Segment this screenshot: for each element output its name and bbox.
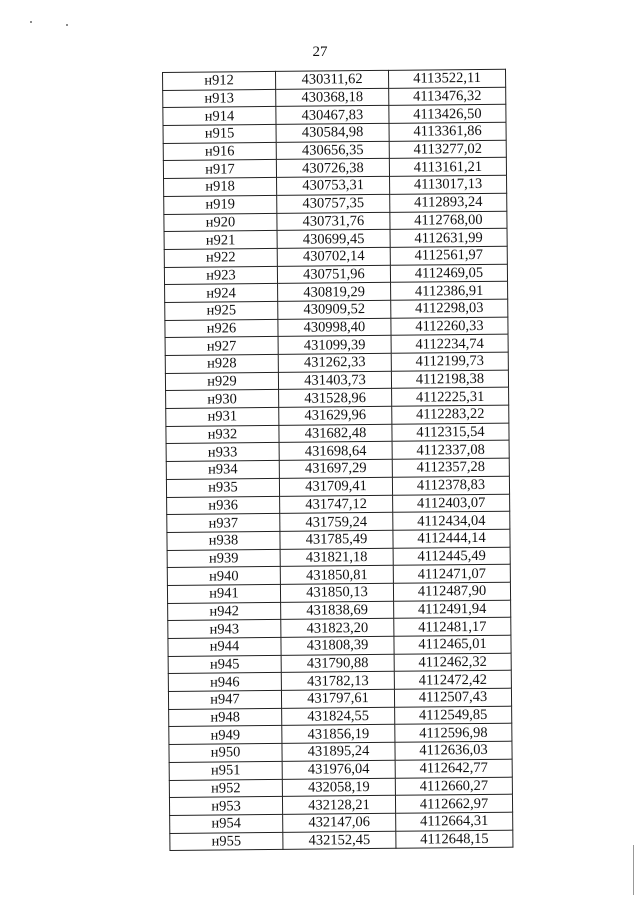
x-coordinate-cell: 432058,19 [282,778,395,797]
point-id-cell: н940 [167,567,280,586]
x-coordinate-cell: 431629,96 [279,406,392,425]
x-coordinate-cell: 431808,39 [281,636,394,655]
point-id-cell: н954 [170,814,283,833]
y-coordinate-cell: 4112507,43 [394,688,511,707]
y-coordinate-cell: 4112631,99 [390,228,507,247]
x-coordinate-cell: 431747,12 [280,495,393,514]
x-coordinate-cell: 430368,18 [276,88,389,107]
x-coordinate-cell: 431785,49 [280,530,393,549]
x-coordinate-cell: 432147,06 [283,813,396,832]
point-id-cell: н939 [167,549,280,568]
y-coordinate-cell: 4112481,17 [394,617,511,636]
y-coordinate-cell: 4112315,54 [392,423,509,442]
y-coordinate-cell: 4112199,73 [391,352,508,371]
y-coordinate-cell: 4112469,05 [390,264,507,283]
x-coordinate-cell: 431797,61 [281,689,394,708]
point-id-cell: н934 [166,461,279,480]
point-id-cell: н933 [166,443,279,462]
point-id-cell: н917 [163,160,276,179]
x-coordinate-cell: 430998,40 [278,318,391,337]
x-coordinate-cell: 431838,69 [281,601,394,620]
y-coordinate-cell: 4112664,31 [396,812,513,831]
x-coordinate-cell: 431823,20 [281,619,394,638]
x-coordinate-cell: 430909,52 [278,300,391,319]
y-coordinate-cell: 4112298,03 [391,299,508,318]
point-id-cell: н916 [163,142,276,161]
x-coordinate-cell: 431976,04 [282,760,395,779]
coordinates-table [162,69,513,852]
point-id-cell: н943 [168,620,281,639]
point-id-cell: н947 [168,690,281,709]
y-coordinate-cell: 4112471,07 [393,564,510,583]
x-coordinate-cell: 431697,29 [279,459,392,478]
y-coordinate-cell: 4112893,24 [390,193,507,212]
point-id-cell: н950 [169,744,282,763]
x-coordinate-cell: 432152,45 [283,831,396,850]
x-coordinate-cell: 430731,76 [277,212,390,231]
x-coordinate-cell: 431698,64 [279,442,392,461]
y-coordinate-cell: 4112660,27 [395,777,512,796]
point-id-cell: н920 [164,213,277,232]
x-coordinate-cell: 430584,98 [276,123,389,142]
y-coordinate-cell: 4112662,97 [395,794,512,813]
point-id-cell: н938 [167,531,280,550]
x-coordinate-cell: 431528,96 [279,389,392,408]
x-coordinate-cell: 431782,13 [281,672,394,691]
y-coordinate-cell: 4112403,07 [393,494,510,513]
x-coordinate-cell: 430751,96 [277,265,390,284]
y-coordinate-cell: 4112768,00 [390,211,507,230]
y-coordinate-cell: 4112260,33 [391,317,508,336]
x-coordinate-cell: 431824,55 [282,707,395,726]
y-coordinate-cell: 4113277,02 [389,140,506,159]
point-id-cell: н936 [167,496,280,515]
scan-edge-mark [633,845,634,895]
y-coordinate-cell: 4112444,14 [393,529,510,548]
point-id-cell: н946 [168,673,281,692]
x-coordinate-cell: 431856,19 [282,725,395,744]
point-id-cell: н948 [169,708,282,727]
point-id-cell: н935 [166,478,279,497]
point-id-cell: н921 [164,231,277,250]
y-coordinate-cell: 4113476,32 [389,87,506,106]
table-row [170,830,513,851]
y-coordinate-cell: 4113522,11 [388,69,505,88]
x-coordinate-cell: 431850,13 [280,583,393,602]
y-coordinate-cell: 4112378,83 [392,476,509,495]
x-coordinate-cell: 430726,38 [276,159,389,178]
y-coordinate-cell: 4112434,04 [393,511,510,530]
point-id-cell: н930 [166,390,279,409]
y-coordinate-cell: 4113426,50 [389,105,506,124]
point-id-cell: н955 [170,832,283,851]
x-coordinate-cell: 430311,62 [275,70,388,89]
x-coordinate-cell: 431759,24 [280,512,393,531]
y-coordinate-cell: 4112283,22 [392,405,509,424]
point-id-cell: н931 [166,407,279,426]
x-coordinate-cell: 430753,31 [277,176,390,195]
point-id-cell: н927 [165,337,278,356]
x-coordinate-cell: 431895,24 [282,742,395,761]
page-number: 27 [312,44,328,60]
y-coordinate-cell: 4112636,03 [395,741,512,760]
point-id-cell: н926 [165,319,278,338]
point-id-cell: н922 [164,248,277,267]
x-coordinate-cell: 431262,33 [278,353,391,372]
x-coordinate-cell: 430757,35 [277,194,390,213]
y-coordinate-cell: 4112386,91 [391,281,508,300]
point-id-cell: н949 [169,726,282,745]
y-coordinate-cell: 4113361,86 [389,122,506,141]
y-coordinate-cell: 4113017,13 [390,175,507,194]
point-id-cell: н937 [167,514,280,533]
scan-speck [30,21,32,23]
point-id-cell: н944 [168,637,281,656]
x-coordinate-cell: 432128,21 [282,795,395,814]
y-coordinate-cell: 4112491,94 [394,600,511,619]
y-coordinate-cell: 4112234,74 [391,335,508,354]
point-id-cell: н925 [165,301,278,320]
x-coordinate-cell: 431821,18 [280,548,393,567]
y-coordinate-cell: 4112198,38 [391,370,508,389]
point-id-cell: н923 [164,266,277,285]
y-coordinate-cell: 4112225,31 [392,388,509,407]
y-coordinate-cell: 4112357,28 [392,458,509,477]
y-coordinate-cell: 4112648,15 [396,830,513,849]
x-coordinate-cell: 431403,73 [278,371,391,390]
point-id-cell: н918 [164,178,277,197]
y-coordinate-cell: 4112596,98 [395,724,512,743]
point-id-cell: н914 [163,107,276,126]
y-coordinate-cell: 4112549,85 [395,706,512,725]
point-id-cell: н932 [166,425,279,444]
y-coordinate-cell: 4112465,01 [394,635,511,654]
x-coordinate-cell: 430656,35 [276,141,389,160]
y-coordinate-cell: 4113161,21 [389,158,506,177]
scan-speck [66,24,68,26]
y-coordinate-cell: 4112472,42 [394,671,511,690]
x-coordinate-cell: 430467,83 [276,106,389,125]
y-coordinate-cell: 4112642,77 [395,759,512,778]
x-coordinate-cell: 431682,48 [279,424,392,443]
point-id-cell: н929 [165,372,278,391]
coordinates-table-body [163,69,513,851]
x-coordinate-cell: 430819,29 [278,283,391,302]
x-coordinate-cell: 431099,39 [278,336,391,355]
x-coordinate-cell: 430699,45 [277,230,390,249]
point-id-cell: н928 [165,354,278,373]
point-id-cell: н919 [164,195,277,214]
y-coordinate-cell: 4112462,32 [394,653,511,672]
point-id-cell: н941 [167,584,280,603]
x-coordinate-cell: 430702,14 [277,247,390,266]
point-id-cell: н953 [169,797,282,816]
point-id-cell: н915 [163,124,276,143]
y-coordinate-cell: 4112561,97 [390,246,507,265]
x-coordinate-cell: 431709,41 [279,477,392,496]
point-id-cell: н913 [163,89,276,108]
x-coordinate-cell: 431790,88 [281,654,394,673]
y-coordinate-cell: 4112445,49 [393,547,510,566]
point-id-cell: н912 [163,71,276,90]
point-id-cell: н924 [165,284,278,303]
point-id-cell: н942 [168,602,281,621]
point-id-cell: н952 [169,779,282,798]
point-id-cell: н951 [169,761,282,780]
y-coordinate-cell: 4112337,08 [392,441,509,460]
y-coordinate-cell: 4112487,90 [393,582,510,601]
point-id-cell: н945 [168,655,281,674]
x-coordinate-cell: 431850,81 [280,566,393,585]
